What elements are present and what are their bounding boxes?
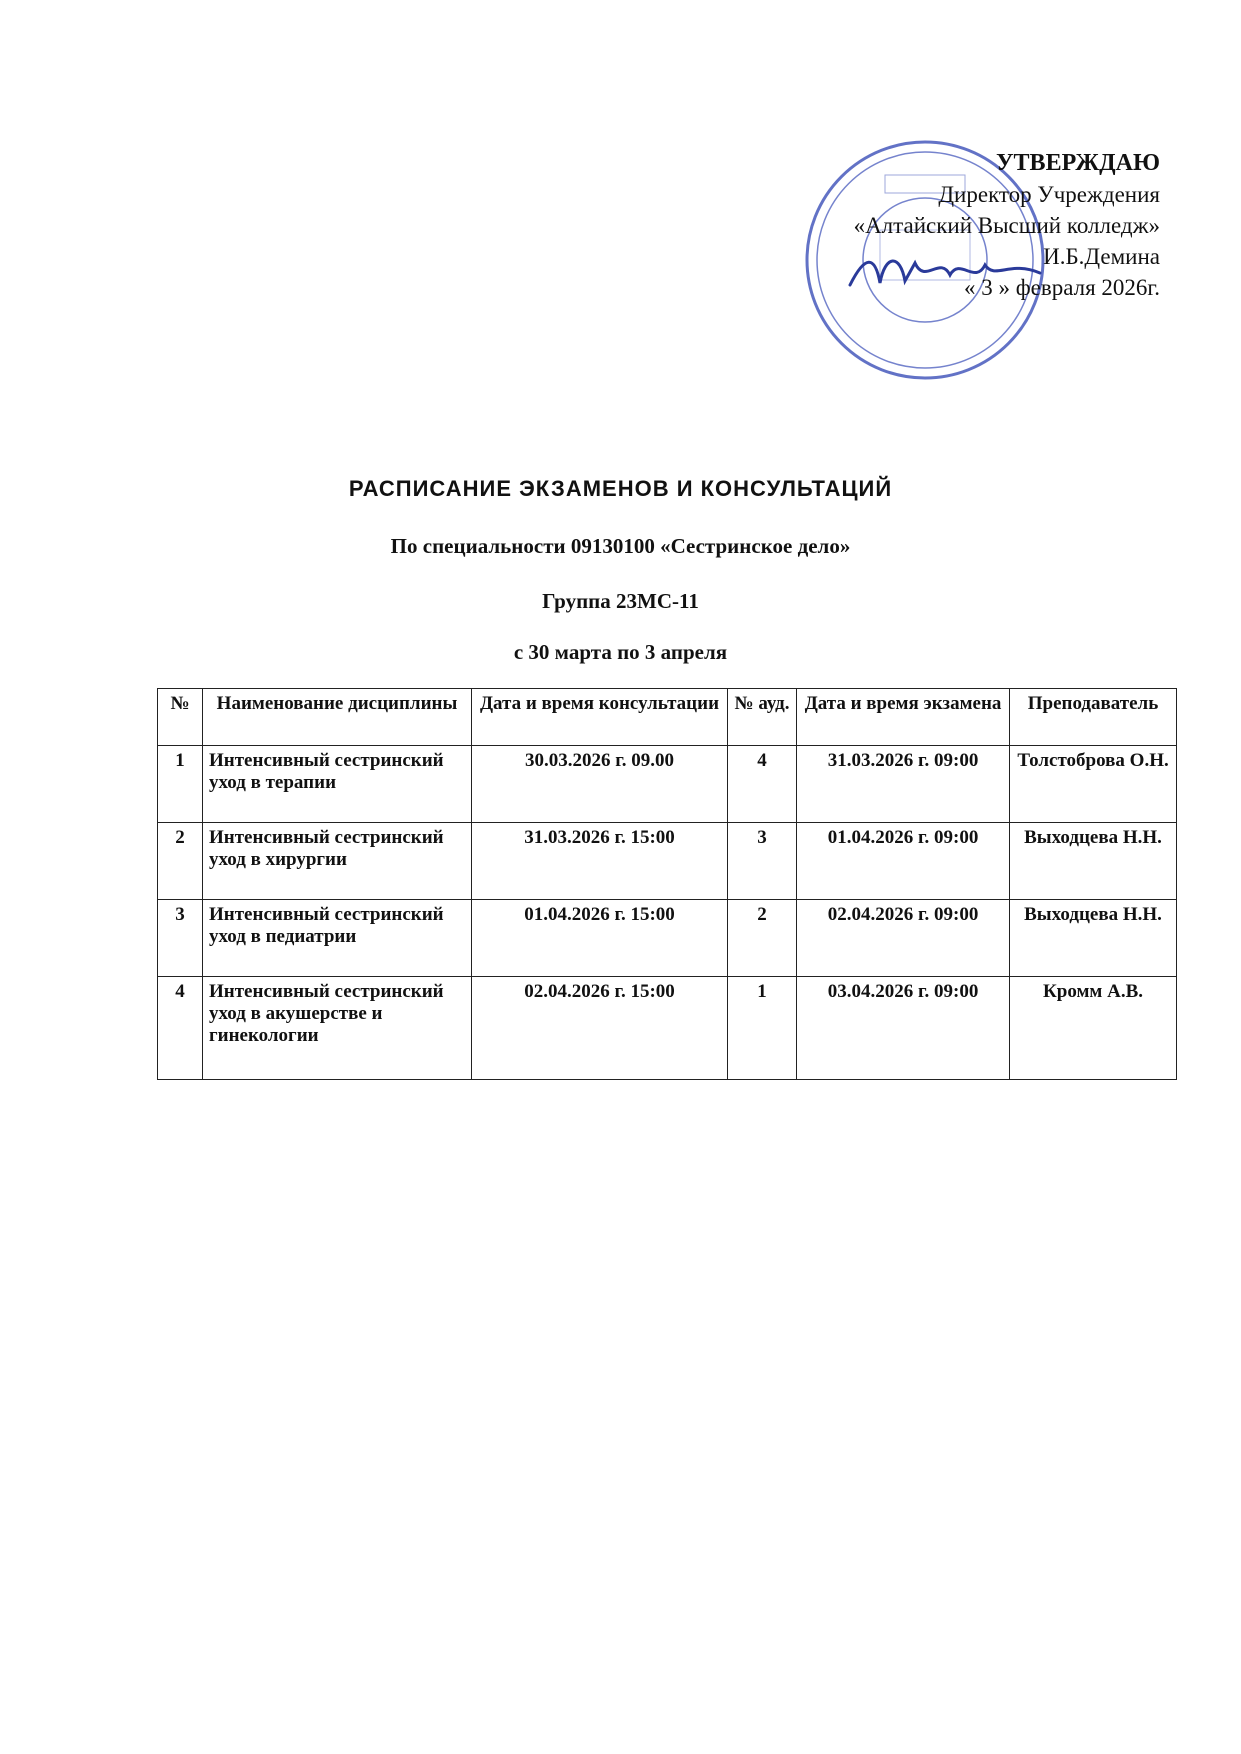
row-consultation: 31.03.2026 г. 15:00 bbox=[472, 823, 728, 900]
header-num: № bbox=[158, 689, 203, 746]
row-num: 2 bbox=[158, 823, 203, 900]
row-discipline: Интенсивный сестринский уход в педиатрии bbox=[203, 900, 472, 977]
row-teacher: Выходцева Н.Н. bbox=[1010, 900, 1177, 977]
document-specialty: По специальности 09130100 «Сестринское дело» bbox=[390, 534, 851, 558]
approval-title: УТВЕРЖДАЮ bbox=[995, 150, 1160, 176]
row-exam: 03.04.2026 г. 09:00 bbox=[797, 977, 1010, 1080]
row-num: 3 bbox=[158, 900, 203, 977]
approval-position: Директор Учреждения bbox=[938, 182, 1160, 207]
row-room: 2 bbox=[727, 900, 796, 977]
row-consultation: 02.04.2026 г. 15:00 bbox=[472, 977, 728, 1080]
row-teacher: Толстоброва О.Н. bbox=[1010, 746, 1177, 823]
document-title: РАСПИСАНИЕ ЭКЗАМЕНОВ И КОНСУЛЬТАЦИЙ bbox=[348, 476, 893, 501]
approval-block bbox=[800, 148, 1160, 303]
table-row bbox=[158, 823, 1177, 900]
header-consultation: Дата и время консультации bbox=[472, 689, 728, 746]
table-row bbox=[158, 900, 1177, 977]
table-row bbox=[158, 977, 1177, 1080]
header-room: № ауд. bbox=[727, 689, 796, 746]
row-room: 3 bbox=[727, 823, 796, 900]
approval-date: « 3 » февраля 2026г. bbox=[963, 275, 1160, 300]
row-exam: 31.03.2026 г. 09:00 bbox=[797, 746, 1010, 823]
row-consultation: 01.04.2026 г. 15:00 bbox=[472, 900, 728, 977]
table-row bbox=[158, 746, 1177, 823]
row-num: 1 bbox=[158, 746, 203, 823]
row-discipline: Интенсивный сестринский уход в акушерстве и гинекологии bbox=[203, 977, 472, 1080]
row-room: 1 bbox=[727, 977, 796, 1080]
row-room: 4 bbox=[727, 746, 796, 823]
row-exam: 02.04.2026 г. 09:00 bbox=[797, 900, 1010, 977]
row-num: 4 bbox=[158, 977, 203, 1080]
row-teacher: Выходцева Н.Н. bbox=[1010, 823, 1177, 900]
header-discipline: Наименование дисциплины bbox=[203, 689, 472, 746]
row-discipline: Интенсивный сестринский уход в терапии bbox=[203, 746, 472, 823]
approval-institution: «Алтайский Высший колледж» bbox=[853, 213, 1160, 238]
header-exam: Дата и время экзамена bbox=[797, 689, 1010, 746]
header-teacher: Преподаватель bbox=[1010, 689, 1177, 746]
document-group: Группа 23МС-11 bbox=[542, 589, 699, 613]
approval-name: И.Б.Демина bbox=[1043, 244, 1160, 269]
document-period: с 30 марта по 3 апреля bbox=[513, 640, 728, 664]
schedule-table bbox=[157, 688, 1177, 1080]
row-teacher: Кромм А.В. bbox=[1010, 977, 1177, 1080]
row-discipline: Интенсивный сестринский уход в хирургии bbox=[203, 823, 472, 900]
table-header-row bbox=[158, 689, 1177, 746]
row-exam: 01.04.2026 г. 09:00 bbox=[797, 823, 1010, 900]
row-consultation: 30.03.2026 г. 09.00 bbox=[472, 746, 728, 823]
